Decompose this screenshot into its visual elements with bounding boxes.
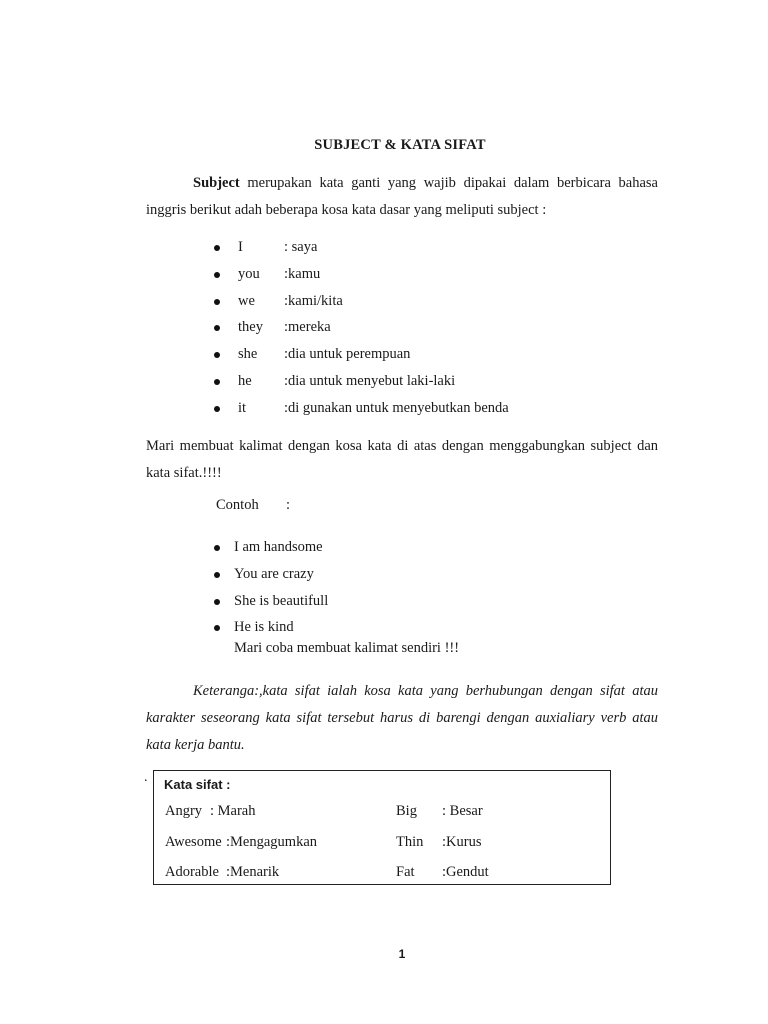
example-sentence: I am handsome [234, 539, 323, 555]
bullet-icon [214, 572, 220, 578]
adjective-word: Thin [396, 834, 424, 850]
subject-meaning: :mereka [284, 319, 331, 336]
bullet-icon [214, 325, 220, 331]
intro-bold-term: Subject [193, 175, 240, 191]
adjective-word: Big [396, 803, 417, 819]
subject-word: they [238, 319, 263, 336]
subject-meaning: :kami/kita [284, 292, 343, 309]
adjective-word: Fat [396, 864, 415, 880]
adjective-word: Adorable [165, 864, 219, 880]
example-label: Contoh [216, 497, 259, 513]
intro-text: merupakan kata ganti yang wajib dipakai dalam berbicara bahasa inggris berikut adah beberapa kosa kata dasar yang meliputi subject : [146, 175, 658, 218]
subject-meaning: :kamu [284, 265, 321, 282]
subject-meaning: :di gunakan untuk menyebutkan benda [284, 399, 509, 416]
adjective-meaning: :Mengagumkan [226, 834, 318, 850]
subject-word: I [238, 239, 243, 255]
adjective-meaning: : Besar [442, 803, 483, 819]
subject-word: he [238, 372, 252, 389]
bullet-icon [214, 299, 220, 305]
example-sentence: You are crazy [234, 565, 314, 582]
subject-word: it [238, 399, 247, 416]
bullet-icon [214, 406, 220, 412]
adjective-word: Awesome [165, 834, 222, 850]
subject-word: she [238, 346, 258, 363]
example-colon: : [286, 497, 291, 513]
subject-word: you [238, 265, 260, 282]
note-paragraph: Keteranga:,kata sifat ialah kosa kata yang berhubungan dengan sifat atau karakter seseorang kata sifat tersebut harus di barengi dengan auxialiary verb atau kata kerja bantu. [146, 683, 658, 753]
bullet-icon [214, 599, 220, 605]
adjective-meaning: : Marah [210, 803, 256, 819]
bullet-icon [214, 245, 220, 251]
practice-prompt: Mari coba membuat kalimat sendiri !!! [234, 640, 460, 656]
adjective-box-title: Kata sifat : [164, 777, 231, 792]
instruction-paragraph: Mari membuat kalimat dengan kosa kata di atas dengan menggabungkan subject dan kata sifat.!!!! [146, 438, 658, 481]
page-title: SUBJECT & KATA SIFAT [314, 137, 486, 153]
subject-word: we [238, 292, 255, 309]
adjective-box [153, 770, 611, 885]
bullet-icon [214, 625, 220, 631]
example-sentence: She is beautifull [234, 592, 329, 609]
bullet-icon [214, 272, 220, 278]
adjective-word: Angry [165, 803, 203, 819]
subject-meaning: : saya [284, 239, 318, 255]
bullet-icon [214, 379, 220, 385]
bullet-icon [214, 545, 220, 551]
subject-meaning: :dia untuk perempuan [284, 346, 411, 363]
stray-dot: . [144, 770, 148, 785]
intro-paragraph [146, 170, 658, 224]
subject-meaning: :dia untuk menyebut laki-laki [284, 372, 456, 389]
adjective-meaning: :Kurus [442, 834, 482, 850]
adjective-meaning: :Gendut [442, 864, 489, 880]
bullet-icon [214, 352, 220, 358]
example-sentence: He is kind [234, 619, 294, 636]
adjective-meaning: :Menarik [226, 864, 280, 880]
page-number: 1 [398, 947, 406, 961]
example-heading [216, 497, 291, 514]
